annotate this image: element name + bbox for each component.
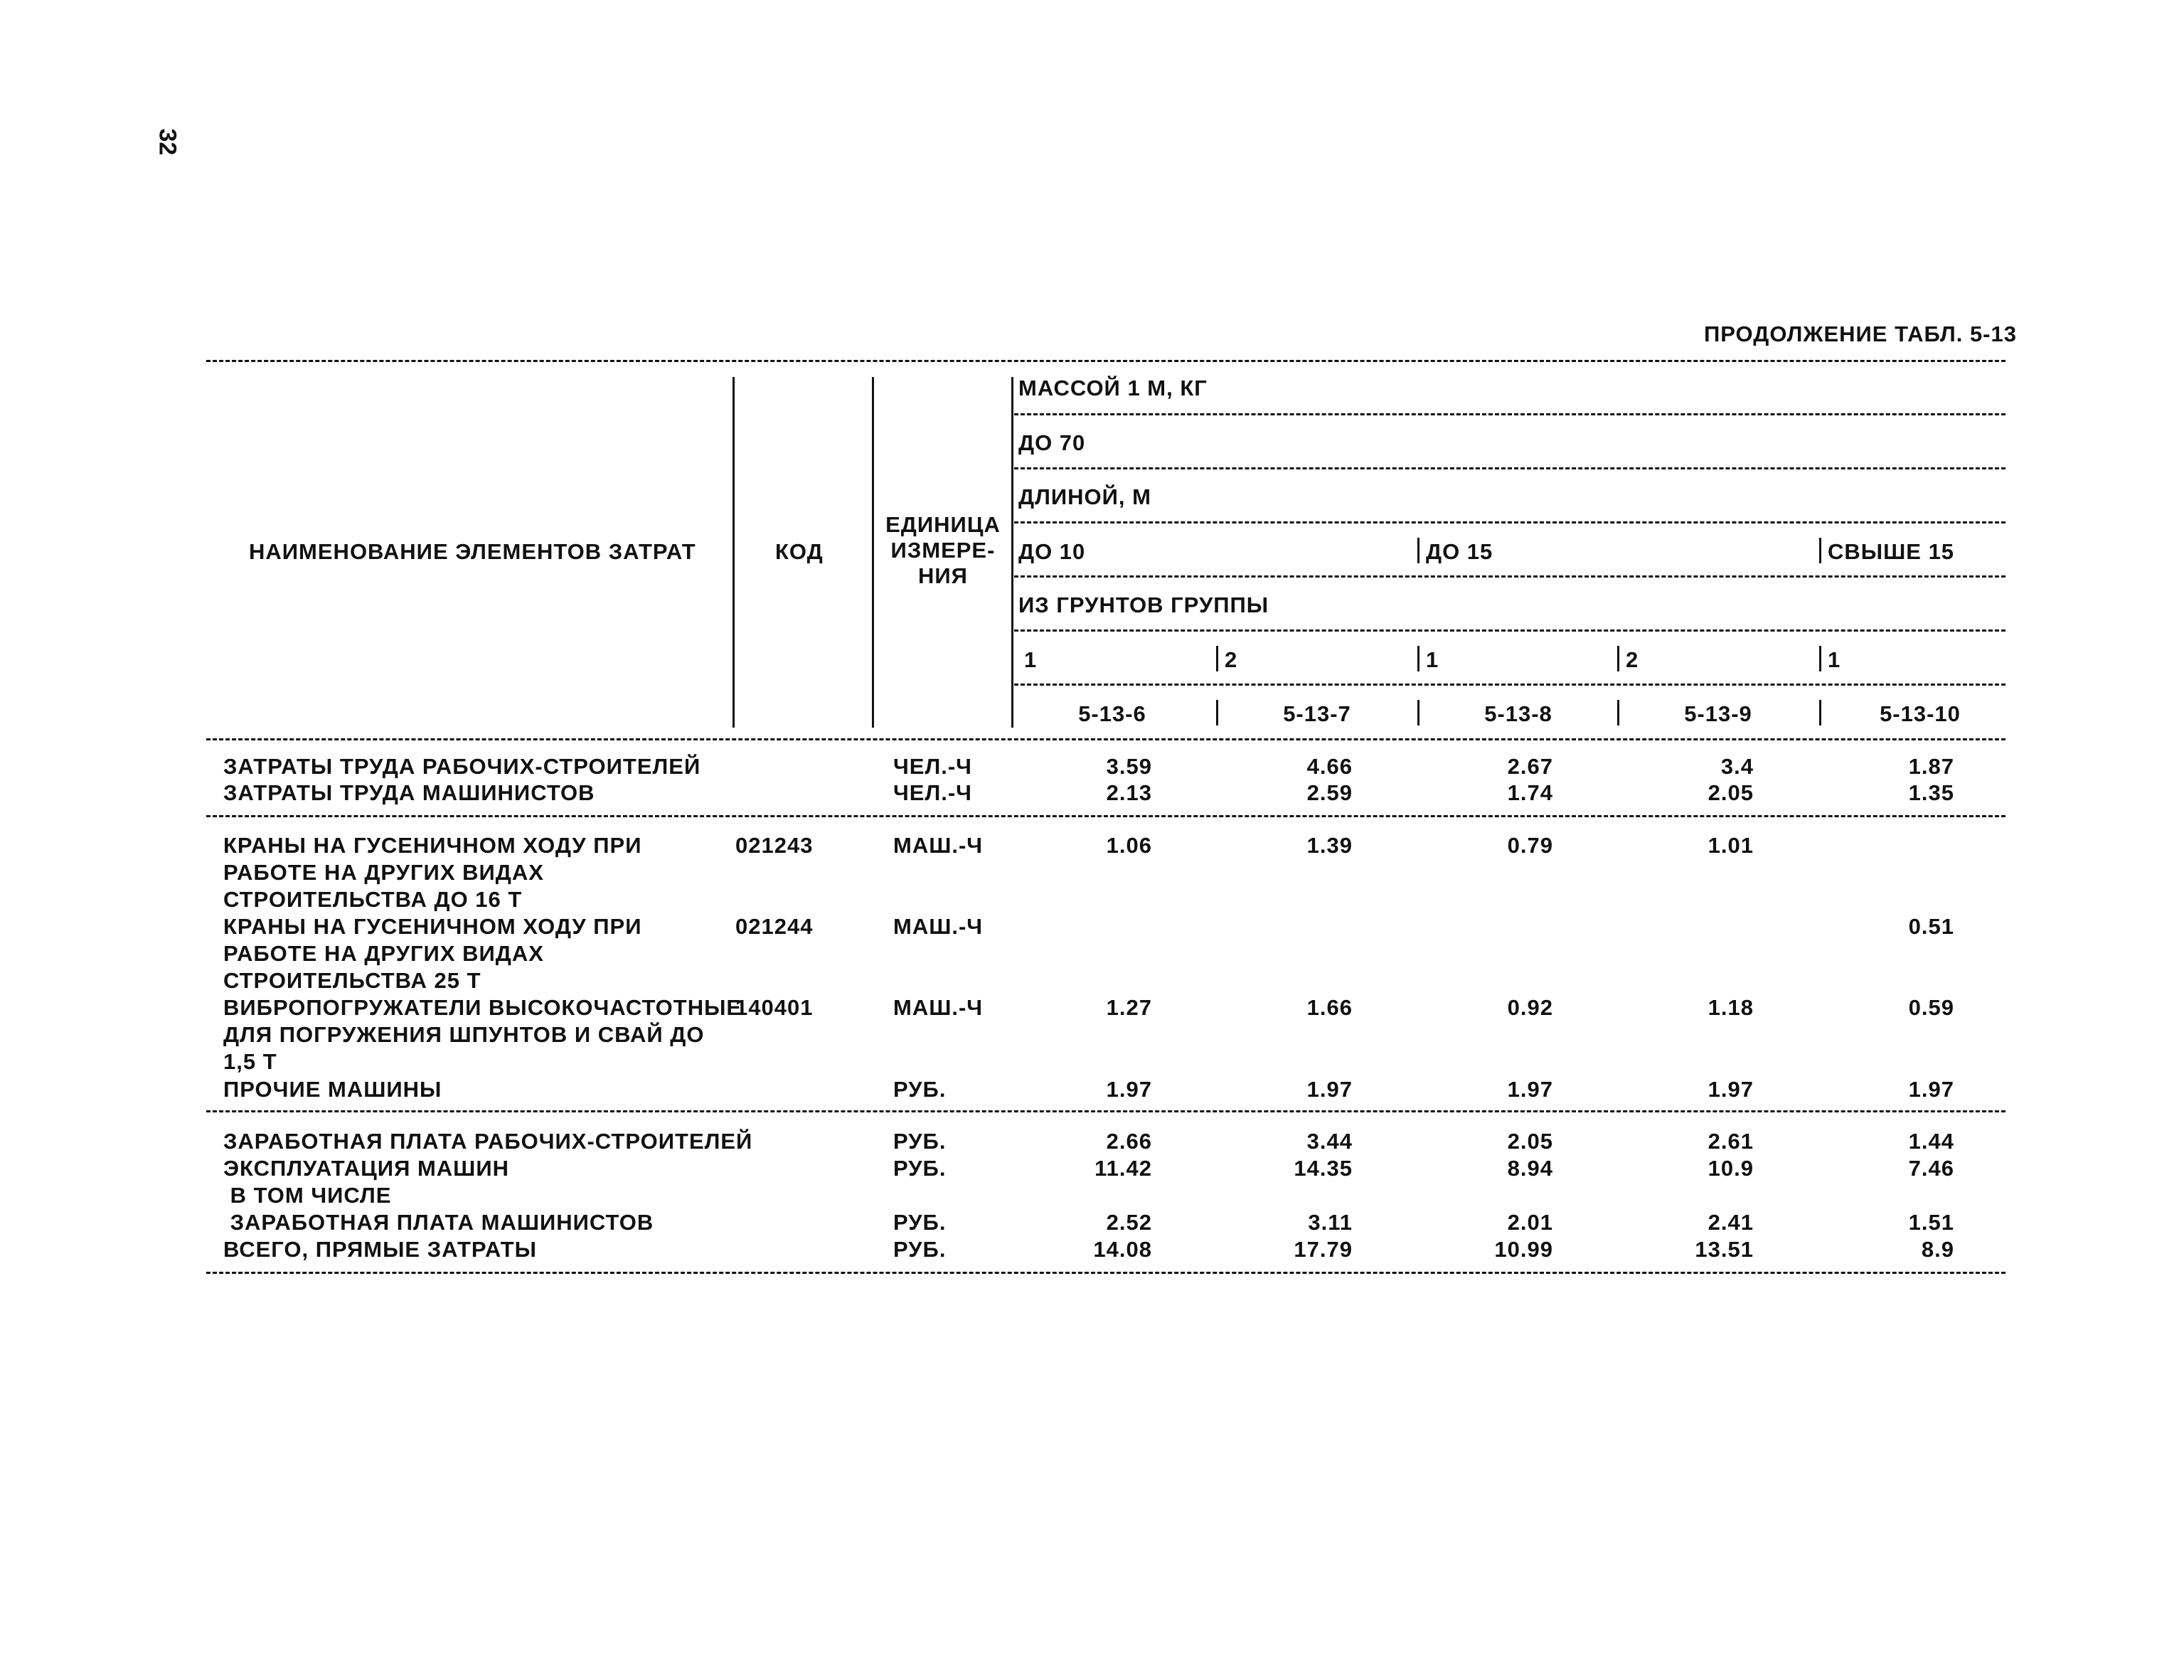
row-value: 1.18 bbox=[1708, 995, 1754, 1020]
row-value: 1.44 bbox=[1908, 1129, 1954, 1154]
row-name: СТРОИТЕЛЬСТВА ДО 16 Т bbox=[223, 887, 523, 912]
row-value: 8.94 bbox=[1507, 1156, 1553, 1181]
row-value: 14.08 bbox=[1093, 1237, 1152, 1262]
row-value: 2.66 bbox=[1106, 1129, 1152, 1154]
row-value: 13.51 bbox=[1695, 1237, 1754, 1262]
row-value: 1.97 bbox=[1908, 1077, 1954, 1102]
header-group: 1 bbox=[1426, 647, 1439, 672]
header-group: 2 bbox=[1225, 647, 1238, 672]
rule-section-2 bbox=[206, 1110, 2005, 1112]
header-soil-label: ИЗ ГРУНТОВ ГРУППЫ bbox=[1018, 592, 1269, 617]
code-divider bbox=[1216, 700, 1218, 725]
row-value: 1.39 bbox=[1306, 833, 1353, 858]
row-value: 2.13 bbox=[1106, 780, 1152, 805]
header-length-2: ДО 15 bbox=[1426, 539, 1493, 564]
row-value: 2.01 bbox=[1507, 1210, 1553, 1235]
row-name: КРАНЫ НА ГУСЕНИЧНОМ ХОДУ ПРИ bbox=[223, 914, 642, 939]
row-value: 0.51 bbox=[1908, 914, 1954, 939]
row-code: 140401 bbox=[735, 995, 814, 1020]
row-name: ЗАРАБОТНАЯ ПЛАТА РАБОЧИХ-СТРОИТЕЛЕЙ bbox=[223, 1129, 753, 1154]
row-value: 0.79 bbox=[1507, 833, 1553, 858]
rule-h6 bbox=[1014, 684, 2005, 686]
row-name: ВИБРОПОГРУЖАТЕЛИ ВЫСОКОЧАСТОТНЫЕ bbox=[223, 995, 742, 1020]
row-unit: РУБ. bbox=[893, 1156, 947, 1181]
row-name: ЗАТРАТЫ ТРУДА РАБОЧИХ-СТРОИТЕЛЕЙ bbox=[223, 754, 701, 779]
row-value: 1.35 bbox=[1908, 780, 1954, 805]
row-unit: РУБ. bbox=[893, 1210, 947, 1235]
rule-header-bottom bbox=[206, 738, 2005, 740]
row-value: 1.74 bbox=[1507, 780, 1553, 805]
row-name: СТРОИТЕЛЬСТВА 25 Т bbox=[223, 968, 481, 993]
row-value: 8.9 bbox=[1921, 1237, 1954, 1262]
row-value: 1.87 bbox=[1908, 754, 1954, 779]
row-value: 0.59 bbox=[1908, 995, 1954, 1020]
row-value: 2.61 bbox=[1708, 1129, 1754, 1154]
row-unit: ЧЕЛ.-Ч bbox=[893, 780, 972, 805]
group-divider bbox=[1417, 646, 1419, 671]
row-value: 10.99 bbox=[1494, 1237, 1553, 1262]
header-length-1: ДО 10 bbox=[1018, 539, 1086, 564]
row-value: 2.05 bbox=[1708, 780, 1754, 805]
page-number: 32 bbox=[154, 128, 181, 156]
header-mass-label: МАССОЙ 1 М, КГ bbox=[1018, 376, 1208, 400]
row-value: 1.97 bbox=[1306, 1077, 1353, 1102]
rule-h4 bbox=[1014, 575, 2005, 578]
row-value: 17.79 bbox=[1294, 1237, 1353, 1262]
row-value: 1.27 bbox=[1106, 995, 1152, 1020]
header-code: КОД bbox=[775, 539, 824, 564]
row-unit: МАШ.-Ч bbox=[893, 995, 984, 1020]
rule-h5 bbox=[1014, 629, 2005, 632]
group-divider bbox=[1819, 646, 1821, 671]
rule-h2 bbox=[1014, 467, 2005, 469]
row-value: 2.59 bbox=[1306, 780, 1353, 805]
row-unit: МАШ.-Ч bbox=[893, 914, 984, 939]
header-code-col: 5-13-6 bbox=[1078, 701, 1146, 726]
row-value: 3.4 bbox=[1720, 754, 1754, 779]
header-unit-3: НИЯ bbox=[918, 563, 968, 588]
row-value: 2.05 bbox=[1507, 1129, 1553, 1154]
row-unit: МАШ.-Ч bbox=[893, 833, 984, 858]
row-value: 1.01 bbox=[1708, 833, 1754, 858]
rule-bottom bbox=[206, 1272, 2005, 1274]
row-value: 4.66 bbox=[1306, 754, 1353, 779]
row-name: ДЛЯ ПОГРУЖЕНИЯ ШПУНТОВ И СВАЙ ДО bbox=[223, 1022, 705, 1047]
header-name: НАИМЕНОВАНИЕ ЭЛЕМЕНТОВ ЗАТРАТ bbox=[249, 539, 696, 564]
row-name: ЭКСПЛУАТАЦИЯ МАШИН bbox=[223, 1156, 510, 1181]
header-mass-value: ДО 70 bbox=[1018, 430, 1086, 455]
col-divider-values bbox=[1011, 377, 1013, 728]
row-value: 2.52 bbox=[1106, 1210, 1152, 1235]
header-code-col: 5-13-7 bbox=[1283, 701, 1351, 726]
header-code-col: 5-13-10 bbox=[1880, 701, 1961, 726]
row-name: ВСЕГО, ПРЯМЫЕ ЗАТРАТЫ bbox=[223, 1237, 537, 1262]
row-name: ЗАТРАТЫ ТРУДА МАШИНИСТОВ bbox=[223, 780, 595, 805]
row-name: РАБОТЕ НА ДРУГИХ ВИДАХ bbox=[223, 941, 544, 966]
row-value: 1.06 bbox=[1106, 833, 1152, 858]
header-length-label: ДЛИНОЙ, М bbox=[1018, 484, 1151, 509]
row-value: 3.11 bbox=[1308, 1210, 1353, 1235]
group-divider bbox=[1617, 646, 1619, 671]
row-name: ЗАРАБОТНАЯ ПЛАТА МАШИНИСТОВ bbox=[223, 1210, 654, 1235]
row-value: 10.9 bbox=[1708, 1156, 1754, 1181]
row-value: 1.97 bbox=[1708, 1077, 1754, 1102]
row-unit: РУБ. bbox=[893, 1129, 947, 1154]
row-name: РАБОТЕ НА ДРУГИХ ВИДАХ bbox=[223, 860, 544, 885]
length-divider-2 bbox=[1417, 538, 1419, 563]
header-length-3: СВЫШЕ 15 bbox=[1828, 539, 1955, 564]
col-divider-unit bbox=[872, 377, 874, 728]
row-value: 2.67 bbox=[1507, 754, 1553, 779]
row-value: 1.51 bbox=[1908, 1210, 1954, 1235]
rule-section-1 bbox=[206, 815, 2005, 817]
row-value: 3.44 bbox=[1306, 1129, 1353, 1154]
row-value: 1.66 bbox=[1306, 995, 1353, 1020]
row-name: ПРОЧИЕ МАШИНЫ bbox=[223, 1077, 442, 1102]
header-code-col: 5-13-8 bbox=[1484, 701, 1552, 726]
header-group: 2 bbox=[1626, 647, 1639, 672]
row-value: 1.97 bbox=[1507, 1077, 1553, 1102]
row-unit: ЧЕЛ.-Ч bbox=[893, 754, 972, 779]
code-divider bbox=[1819, 700, 1821, 725]
rule-top bbox=[206, 360, 2005, 362]
row-code: 021243 bbox=[735, 833, 814, 858]
group-divider bbox=[1216, 646, 1218, 671]
row-value: 11.42 bbox=[1094, 1156, 1152, 1181]
code-divider bbox=[1417, 700, 1419, 725]
row-value: 7.46 bbox=[1908, 1156, 1954, 1181]
table-caption: ПРОДОЛЖЕНИЕ ТАБЛ. 5-13 bbox=[1704, 321, 2017, 346]
row-name: В ТОМ ЧИСЛЕ bbox=[223, 1183, 392, 1208]
header-unit-2: ИЗМЕРЕ- bbox=[890, 538, 996, 563]
row-value: 1.97 bbox=[1106, 1077, 1152, 1102]
header-group: 1 bbox=[1024, 647, 1038, 672]
row-value: 14.35 bbox=[1294, 1156, 1353, 1181]
row-value: 3.59 bbox=[1106, 754, 1152, 779]
header-code-col: 5-13-9 bbox=[1684, 701, 1752, 726]
row-unit: РУБ. bbox=[893, 1077, 947, 1102]
col-divider-code bbox=[733, 377, 735, 728]
row-name: 1,5 Т bbox=[223, 1049, 277, 1074]
row-code: 021244 bbox=[735, 914, 814, 939]
rule-h3 bbox=[1014, 521, 2005, 523]
row-name: КРАНЫ НА ГУСЕНИЧНОМ ХОДУ ПРИ bbox=[223, 833, 642, 858]
header-unit-1: ЕДИНИЦА bbox=[885, 512, 1001, 537]
rule-h1 bbox=[1014, 413, 2005, 415]
row-unit: РУБ. bbox=[893, 1237, 947, 1262]
length-divider-3 bbox=[1819, 538, 1821, 563]
row-value: 0.92 bbox=[1507, 995, 1553, 1020]
header-group: 1 bbox=[1828, 647, 1841, 672]
row-value: 2.41 bbox=[1708, 1210, 1754, 1235]
code-divider bbox=[1617, 700, 1619, 725]
